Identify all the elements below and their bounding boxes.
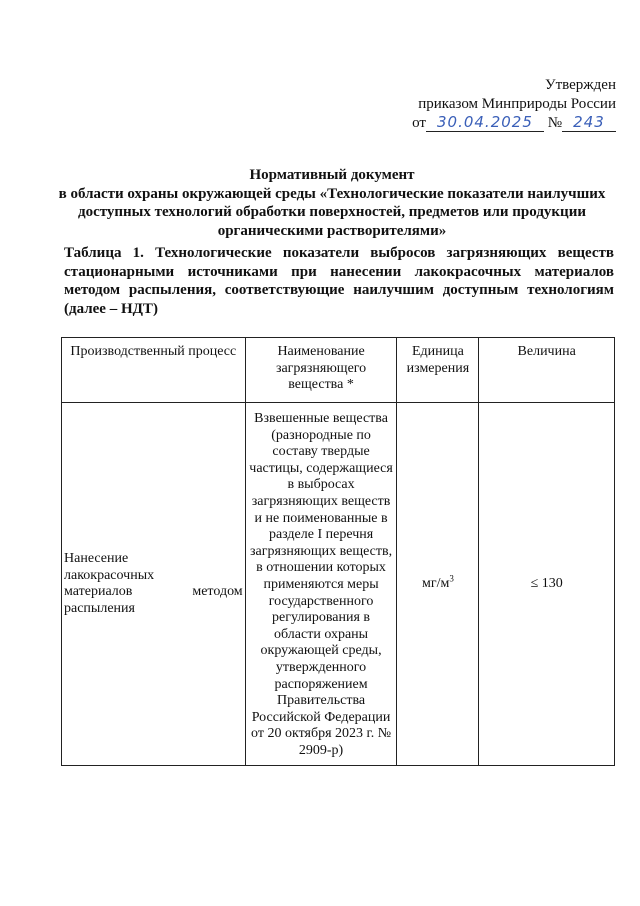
cell-value: ≤ 130 bbox=[479, 403, 615, 766]
header-substance: Наименование загрязняющего вещества * bbox=[245, 338, 397, 403]
process-line bbox=[64, 584, 243, 601]
handwritten-number: 243 bbox=[562, 115, 616, 132]
handwritten-date: 30.04.2025 bbox=[426, 115, 544, 132]
unit-base: мг/м bbox=[421, 575, 450, 591]
process-line: распыления bbox=[64, 600, 135, 616]
process-word: материалов bbox=[64, 584, 133, 600]
table-row bbox=[62, 403, 615, 766]
approval-block bbox=[412, 76, 616, 133]
table-header-row bbox=[62, 338, 615, 403]
cell-unit bbox=[397, 403, 479, 766]
process-line: лакокрасочных bbox=[64, 567, 155, 583]
header-process: Производственный процесс bbox=[62, 338, 246, 403]
document-title-heading: Нормативный документ bbox=[249, 167, 415, 183]
header-unit: Единица измерения bbox=[397, 338, 479, 403]
table-caption: Таблица 1. Технологические показатели выбросов загрязняющих веществ стационарными источниками при нанесении лакокрасочных материалов методом распыления, соответствующие наилучшим доступным технологиям (далее – НДТ) bbox=[64, 245, 614, 317]
approval-title: Утвержден bbox=[544, 77, 616, 93]
process-word: методом bbox=[192, 584, 243, 600]
ndt-table bbox=[61, 337, 615, 766]
approval-date-line bbox=[412, 114, 616, 133]
header-value: Величина bbox=[479, 338, 615, 403]
unit-exponent: 3 bbox=[449, 573, 454, 584]
document-title bbox=[50, 166, 614, 240]
date-prefix: от bbox=[412, 115, 426, 131]
process-line: Нанесение bbox=[64, 551, 129, 567]
number-sign: № bbox=[547, 115, 562, 131]
cell-substance: Взвешенные вещества (разнородные по составу твердые частицы, содержащиеся в выбросах загрязняющих веществ и не поименованные в разделе I перечня загрязняющих веществ, в отношении которых применяются меры государственного регулирования в области охраны окружающей среды, утвержденного распоряжением Правительства Российской Федерации от 20 октября 2023 г. № 2909-р) bbox=[245, 403, 397, 766]
cell-process bbox=[62, 403, 246, 766]
approval-order: приказом Минприроды России bbox=[418, 96, 616, 112]
document-title-subject: в области охраны окружающей среды «Технологические показатели наилучших доступных технологий обработки поверхностей, предметов или продукции органическими растворителями» bbox=[58, 185, 606, 239]
